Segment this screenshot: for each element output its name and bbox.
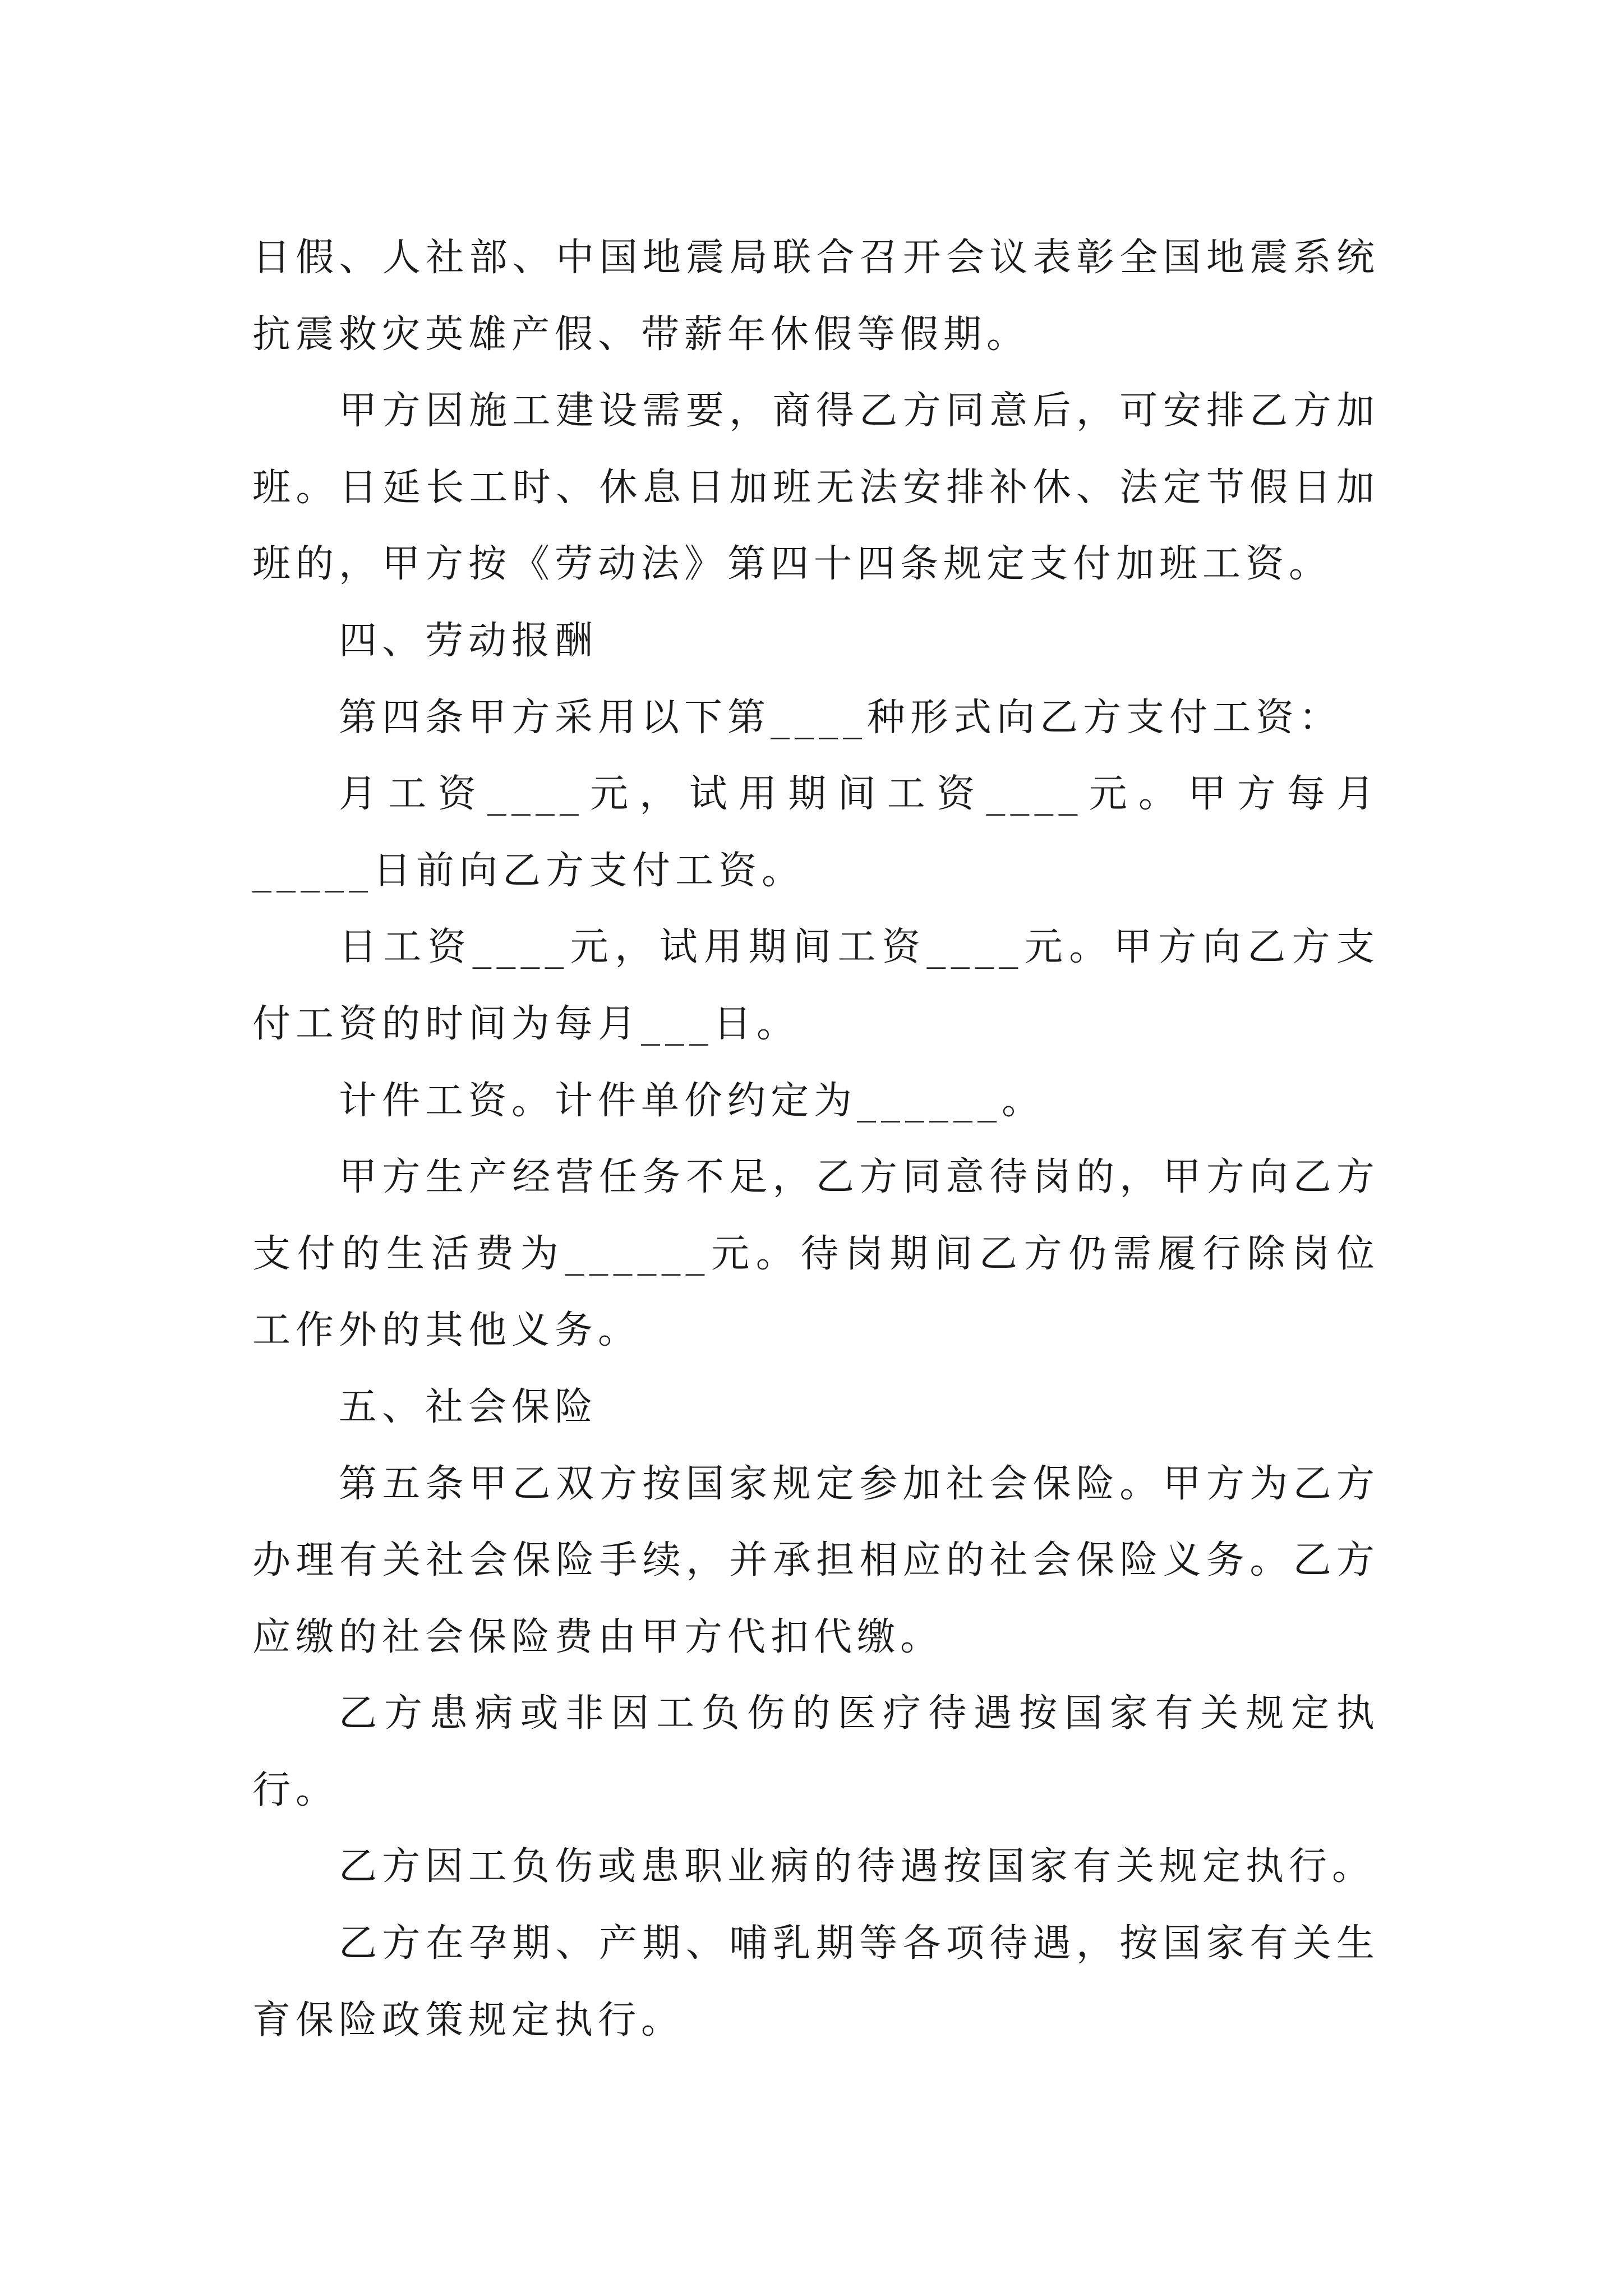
paragraph-article-5: 第五条甲乙双方按国家规定参加社会保险。甲方为乙方办理有关社会保险手续，并承担相应的社会保险义务。乙方应缴的社会保险费由甲方代扣代缴。 — [252, 1461, 1380, 1659]
document-body — [252, 220, 1380, 2059]
section-heading-social-insurance: 五、社会保险 — [339, 1384, 598, 1429]
paragraph-work-injury: 乙方因工负伤或患职业病的待遇按国家有关规定执行。 — [339, 1844, 1376, 1889]
section-heading-remuneration: 四、劳动报酬 — [339, 618, 598, 663]
paragraph-maternity: 乙方在孕期、产期、哺乳期等各项待遇，按国家有关生育保险政策规定执行。 — [252, 1921, 1380, 2042]
paragraph-article-4: 第四条甲方采用以下第____种形式向乙方支付工资： — [339, 695, 1343, 740]
paragraph-piece-wage: 计件工资。计件单价约定为______。 — [339, 1078, 1045, 1123]
paragraph-leave-continued: 日假、人社部、中国地震局联合召开会议表彰全国地震系统抗震救灾英雄产假、带薪年休假等假期。 — [252, 236, 1380, 357]
paragraph-medical-treatment: 乙方患病或非因工负伤的医疗待遇按国家有关规定执行。 — [252, 1691, 1380, 1812]
paragraph-monthly-wage: 月工资____元，试用期间工资____元。甲方每月_____日前向乙方支付工资。 — [252, 772, 1380, 893]
paragraph-standby-allowance: 甲方生产经营任务不足，乙方同意待岗的，甲方向乙方支付的生活费为______元。待岗期间乙方仍需履行除岗位工作外的其他义务。 — [252, 1155, 1380, 1353]
paragraph-overtime: 甲方因施工建设需要，商得乙方同意后，可安排乙方加班。日延长工时、休息日加班无法安排补休、法定节假日加班的，甲方按《劳动法》第四十四条规定支付加班工资。 — [252, 389, 1380, 587]
paragraph-daily-wage: 日工资____元，试用期间工资____元。甲方向乙方支付工资的时间为每月___日。 — [252, 925, 1380, 1046]
